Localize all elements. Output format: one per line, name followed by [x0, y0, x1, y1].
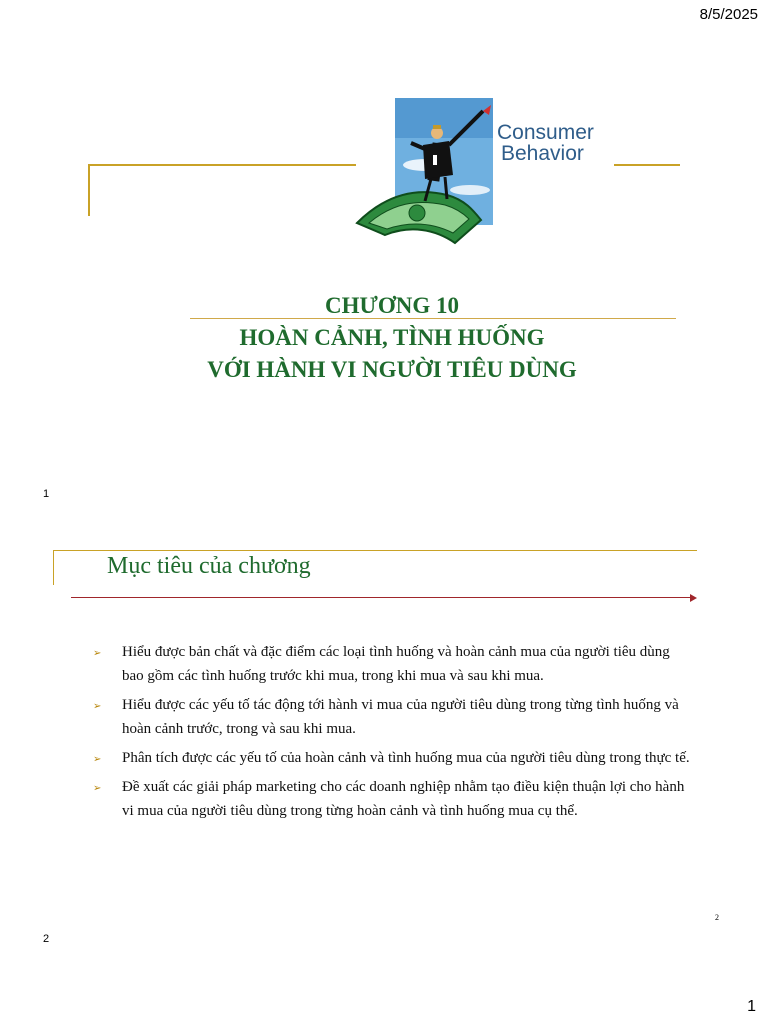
print-date: 8/5/2025 — [699, 6, 758, 23]
consumer-behavior-logo — [355, 95, 617, 247]
decorative-rule — [88, 164, 356, 166]
decorative-rule — [53, 550, 697, 551]
list-item-text: Phân tích được các yếu tố của hoàn cảnh và tình huống mua của người tiêu dùng trong thực tế. — [122, 750, 690, 766]
logo-text-line1: Consumer — [497, 121, 594, 144]
list-item-text: Hiểu được bản chất và đặc điểm các loại tình huống và hoàn cảnh mua của người tiêu dùng bao gồm các tình huống trước khi mua, trong khi mua và sau khi mua. — [122, 644, 670, 684]
inner-slide-number: 2 — [715, 913, 719, 922]
list-item-text: Đề xuất các giải pháp marketing cho các doanh nghiệp nhằm tạo điều kiện thuận lợi cho hành vi mua của người tiêu dùng trong từng hoàn cảnh và tình huống mua cụ thể. — [122, 779, 685, 819]
objectives-list — [93, 640, 693, 828]
decorative-rule — [614, 164, 680, 166]
arrow-bullet-icon: ➢ — [93, 701, 102, 712]
page-number: 1 — [747, 998, 756, 1015]
decorative-rule — [53, 550, 54, 585]
arrow-bullet-icon: ➢ — [93, 783, 102, 794]
list-item — [93, 640, 693, 688]
list-item-text: Hiểu được các yếu tố tác động tới hành vi mua của người tiêu dùng trong từng tình huống và hoàn cảnh trước, trong và sau khi mua. — [122, 697, 679, 737]
heading-underline — [71, 597, 691, 598]
chapter-title-line: HOÀN CẢNH, TÌNH HUỐNG — [239, 325, 545, 350]
list-item — [93, 746, 693, 770]
arrow-head-icon — [690, 594, 697, 602]
slide-number: 2 — [43, 933, 50, 945]
decorative-rule — [88, 164, 90, 216]
chapter-title-line: VỚI HÀNH VI NGƯỜI TIÊU DÙNG — [207, 357, 577, 382]
arrow-bullet-icon: ➢ — [93, 648, 102, 659]
chapter-title-line: CHƯƠNG 10 — [325, 293, 459, 318]
slide-number: 1 — [43, 488, 50, 500]
section-heading: Mục tiêu của chương — [107, 553, 311, 579]
list-item — [93, 693, 693, 741]
arrow-bullet-icon: ➢ — [93, 754, 102, 765]
list-item — [93, 775, 693, 823]
chapter-title — [0, 290, 768, 386]
logo-text-line2: Behavior — [501, 142, 584, 165]
